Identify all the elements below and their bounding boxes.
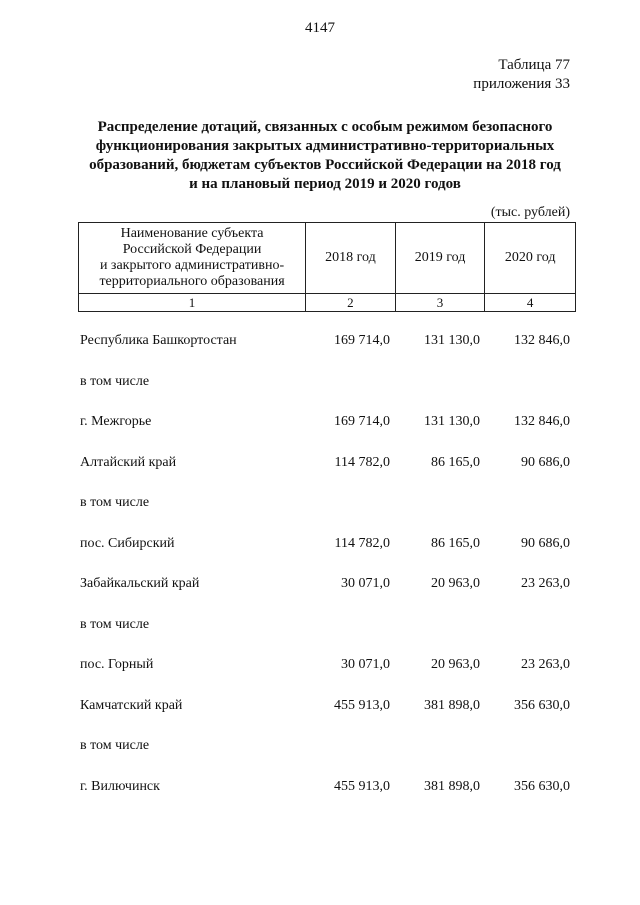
subject-name: в том числе — [80, 616, 150, 632]
column-number-row — [78, 294, 576, 312]
value-2019: 131 130,0 — [424, 333, 480, 348]
value-2020: 90 686,0 — [521, 535, 570, 551]
table-row — [78, 738, 576, 779]
title-line: Распределение дотаций, связанных с особым режимом безопасного — [97, 119, 553, 135]
value-2018: 30 071,0 — [341, 576, 390, 591]
table-row — [78, 414, 576, 455]
document-title — [80, 118, 570, 194]
header-2019: 2019 год — [396, 223, 486, 293]
table-row — [78, 455, 576, 496]
value-2020: 356 630,0 — [514, 697, 570, 713]
column-number: 3 — [396, 294, 486, 311]
value-2020: 90 686,0 — [521, 454, 570, 470]
value-2019: 20 963,0 — [431, 576, 480, 591]
value-2018: 114 782,0 — [334, 454, 390, 470]
header-name-cell — [79, 223, 306, 293]
table-row — [78, 374, 576, 415]
subject-name: в том числе — [80, 738, 150, 753]
value-2019: 20 963,0 — [431, 657, 480, 672]
value-2019: 86 165,0 — [431, 454, 480, 470]
table-reference-line: приложения 33 — [473, 76, 570, 92]
table-row — [78, 333, 576, 374]
header-name-line: Наименование субъекта — [120, 226, 264, 241]
table-row — [78, 495, 576, 536]
value-2020: 132 846,0 — [514, 333, 570, 348]
table-reference — [473, 56, 570, 94]
value-2020: 23 263,0 — [521, 576, 570, 591]
table-body — [78, 333, 576, 819]
header-name-line: и закрытого административно- — [99, 258, 285, 273]
header-2020: 2020 год — [504, 250, 556, 265]
value-2018: 455 913,0 — [334, 697, 390, 713]
table-row — [78, 698, 576, 739]
value-2018: 169 714,0 — [334, 333, 390, 348]
value-2020: 23 263,0 — [521, 657, 570, 672]
subject-name: в том числе — [80, 495, 150, 510]
value-2018: 114 782,0 — [334, 535, 390, 551]
table-reference-line: Таблица 77 — [498, 57, 570, 73]
value-2018: 169 714,0 — [334, 414, 390, 429]
subject-name: Республика Башкортостан — [80, 333, 237, 348]
subject-name: Забайкальский край — [80, 576, 200, 591]
value-2018: 455 913,0 — [334, 778, 390, 794]
title-line: и на плановый период 2019 и 2020 годов — [189, 176, 461, 192]
value-2018: 30 071,0 — [341, 657, 390, 672]
header-name-line: территориального образования — [99, 274, 285, 289]
table-header-row — [78, 222, 576, 294]
title-line: образований, бюджетам субъектов Российской Федерации на 2018 год — [89, 157, 561, 173]
value-2019: 381 898,0 — [424, 778, 480, 794]
subject-name: г. Вилючинск — [80, 778, 160, 794]
subject-name: пос. Сибирский — [80, 535, 175, 551]
column-number: 1 — [79, 294, 306, 311]
table-row — [78, 779, 576, 820]
value-2019: 381 898,0 — [424, 697, 480, 713]
title-line: функционирования закрытых административно-территориальных — [95, 138, 555, 154]
subject-name: Камчатский край — [80, 697, 183, 713]
table-row — [78, 576, 576, 617]
page-number: 4147 — [305, 20, 335, 36]
column-number: 4 — [526, 294, 534, 310]
value-2020: 132 846,0 — [514, 414, 570, 429]
subject-name: г. Межгорье — [80, 414, 152, 429]
subject-name: Алтайский край — [80, 454, 177, 470]
column-number: 2 — [306, 294, 396, 311]
subject-name: в том числе — [80, 373, 150, 389]
value-2019: 86 165,0 — [431, 535, 480, 551]
subject-name: пос. Горный — [80, 657, 154, 672]
value-2020: 356 630,0 — [514, 778, 570, 794]
table-row — [78, 657, 576, 698]
header-2018: 2018 год — [306, 223, 396, 293]
units-label: (тыс. рублей) — [490, 205, 570, 220]
table-row — [78, 617, 576, 658]
value-2019: 131 130,0 — [424, 414, 480, 429]
subsidy-table — [78, 222, 576, 819]
table-row — [78, 536, 576, 577]
header-name-line: Российской Федерации — [122, 242, 262, 257]
